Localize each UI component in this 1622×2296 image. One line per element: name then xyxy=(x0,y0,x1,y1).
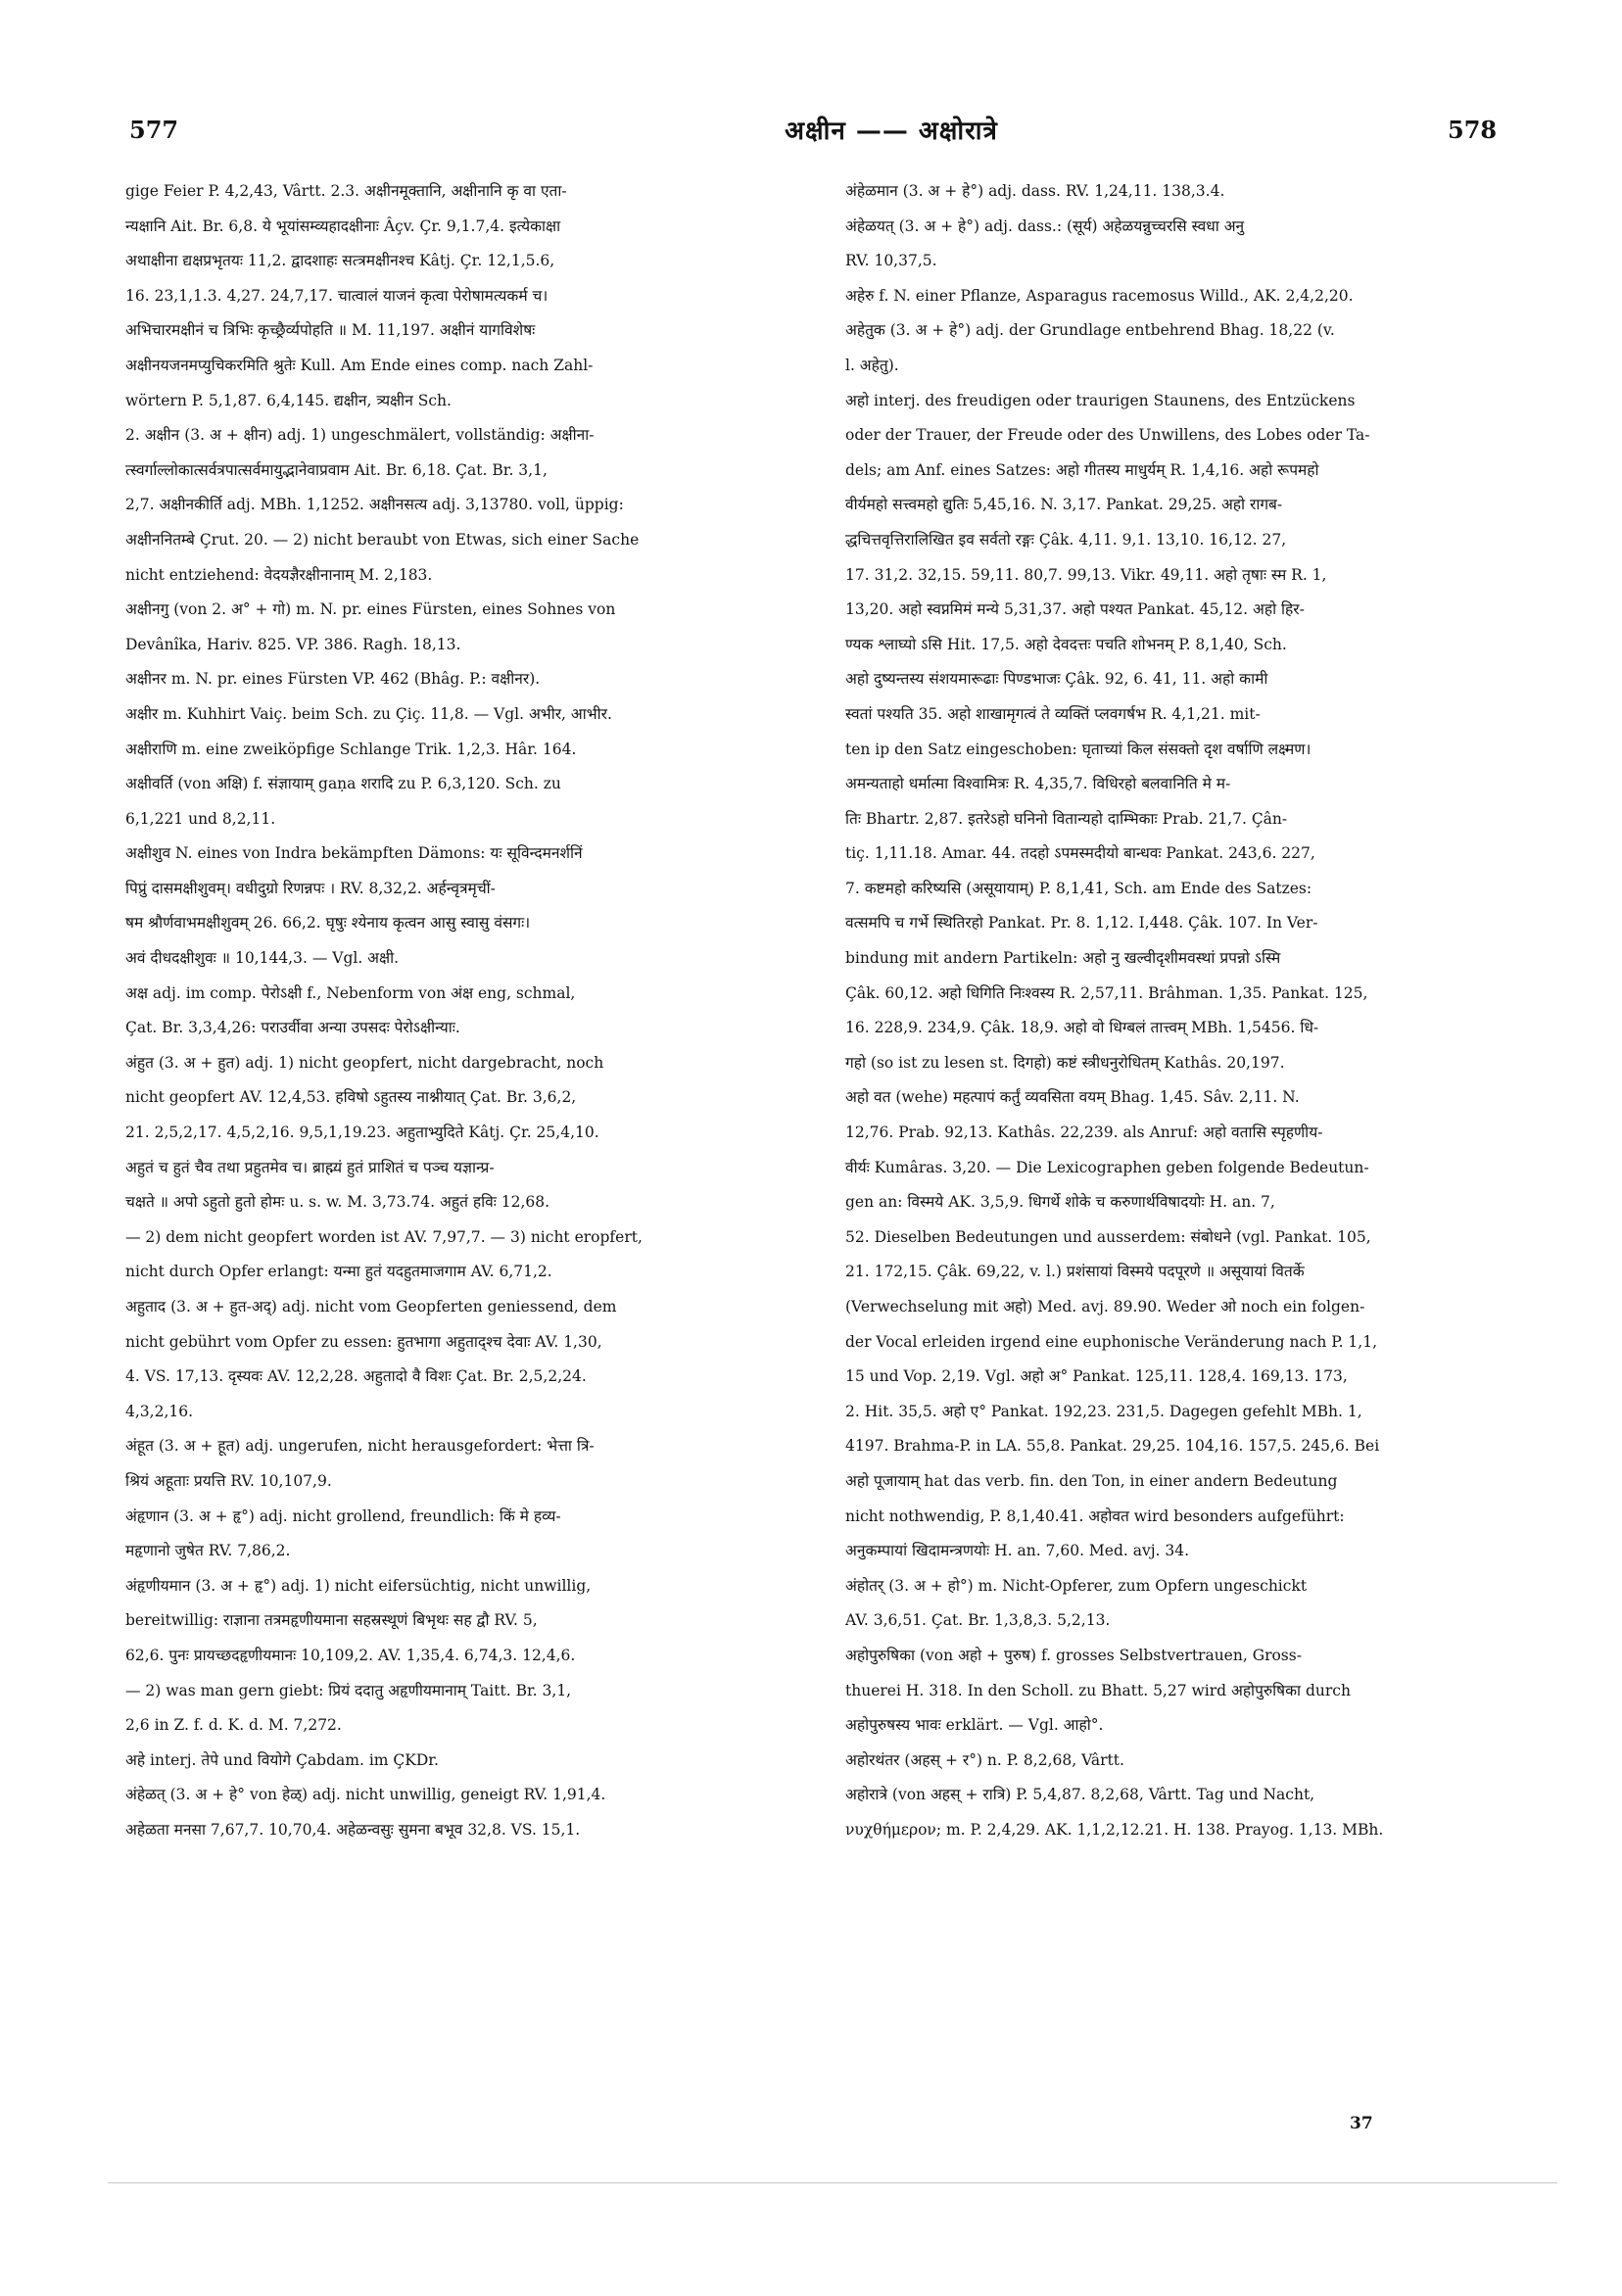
bottom-rule xyxy=(108,2182,1557,2183)
text-line: nicht entziehend: वेदयज्ञैरक्षीनानाम् M. 2,183. xyxy=(125,565,433,584)
text-line: (Verwechselung mit अहो) Med. avj. 89.90. Weder ओ noch ein folgen- xyxy=(845,1298,1365,1315)
page-number-left: 577 xyxy=(129,116,179,144)
text-line: oder der Trauer, der Freude oder des Unwillens, des Lobes oder Ta- xyxy=(845,426,1370,445)
text-line: RV. 10,37,5. xyxy=(845,252,937,270)
text-line: वीर्यमहो सत्त्वमहो द्युतिः 5,45,16. N. 3,17. Pankat. 29,25. अहो रागब- xyxy=(845,496,1283,514)
text-line: स्वतां पश्यति 35. अहो शाखामृगत्वं ते व्यक्तिं प्लवगर्षभ R. 4,1,21. mit- xyxy=(845,704,1261,723)
text-line: अहोपुरुषस्य भावः erklärt. — Vgl. आहो°. xyxy=(845,1716,1104,1735)
text-line: अहो दुष्यन्तस्य संशयमारूढाः पिण्डभाजः Çâk. 92, 6. 41, 11. अहो कामी xyxy=(845,670,1268,689)
running-head: अक्षीन —— अक्षोरात्रे xyxy=(785,117,998,146)
text-line: 52. Dieselben Bedeutungen und ausserdem: संबोधने (vgl. Pankat. 105, xyxy=(845,1227,1371,1246)
text-line: अमन्यताहो धर्मात्मा विश्वामित्रः R. 4,35,7. विधिरहो बलवानिति मे म- xyxy=(845,775,1231,793)
text-line: 62,6. पुनः प्रायच्छदहृणीयमानः 10,109,2. AV. 1,35,4. 6,74,3. 12,4,6. xyxy=(125,1646,576,1664)
text-line: 4,3,2,16. xyxy=(125,1402,194,1420)
text-line: अभिचारमक्षीनं च त्रिभिः कृच्छ्रैर्व्यपोहति ॥ M. 11,197. अक्षीनं यागविशेषः xyxy=(125,321,536,340)
text-line: nicht durch Opfer erlangt: यन्मा हुतं यदहुतमाजगाम AV. 6,71,2. xyxy=(125,1263,552,1281)
text-line: 2. Hit. 35,5. अहो ए° Pankat. 192,23. 231,5. Dagegen gefehlt MBh. 1, xyxy=(845,1402,1362,1420)
text-line: 4. VS. 17,13. दृस्यवः AV. 12,2,28. अहुतादो वै विशः Çat. Br. 2,5,2,24. xyxy=(125,1367,587,1386)
text-line: अक्षीनगु (von 2. अ° + गो) m. N. pr. eines Fürsten, eines Sohnes von xyxy=(125,600,616,619)
text-line: अंहेळयत् (3. अ + हे°) adj. dass.: (सूर्य) अहेळयन्नुच्चरसि स्वधा अनु xyxy=(845,216,1245,235)
text-line: अहोरात्रे (von अहस् + रात्रि) P. 5,4,87. 8,2,68, Vârtt. Tag und Nacht, xyxy=(845,1786,1315,1804)
text-line: nicht geopfert AV. 12,4,53. हविषो ऽहुतस्य नाश्नीयात् Çat. Br. 3,6,2, xyxy=(125,1088,577,1107)
text-line: 7. कष्टमहो करिष्यसि (असूयायाम्) P. 8,1,41, Sch. am Ende des Satzes: xyxy=(845,879,1312,897)
text-line: अहुताद (3. अ + हुत-अद्) adj. nicht vom Geopferten geniessend, dem xyxy=(125,1298,617,1315)
text-line: अहो interj. des freudigen oder traurigen Staunens, des Entzückens xyxy=(845,391,1356,409)
text-line: gen an: विस्मये AK. 3,5,9. धिगर्थे शोके च करुणार्थविषादयोः H. an. 7, xyxy=(845,1193,1275,1212)
text-line: अक्षीनर m. N. pr. eines Fürsten VP. 462 (Bhâg. P.: वक्षीनर). xyxy=(125,670,541,689)
left-column xyxy=(125,174,801,2114)
text-line: षम श्रौर्णवाभमक्षीशुवम् 26. 66,2. घृषुः श्येनाय कृत्वन आसु स्वासु वंसगः। xyxy=(125,914,531,933)
text-line: अंहुत (3. अ + हुत) adj. 1) nicht geopfert, nicht dargebracht, noch xyxy=(125,1053,604,1072)
text-line: अथाक्षीना द्यक्षप्रभृतयः 11,2. द्वादशाहः सत्त्रमक्षीनश्च Kâtj. Çr. 12,1,5.6, xyxy=(125,252,555,270)
text-line: nicht nothwendig, P. 8,1,40.41. अहोवत wird besonders aufgeführt: xyxy=(845,1507,1345,1525)
text-line: अक्षीनयजनमप्युचिकरमिति श्रुतेः Kull. Am Ende eines comp. nach Zahl- xyxy=(125,356,594,374)
text-line: 16. 23,1,1.3. 4,27. 24,7,17. चात्वालं याजनं कृत्वा पेरोषामत्यकर्म च। xyxy=(125,286,549,305)
text-line: 6,1,221 und 8,2,11. xyxy=(125,809,276,828)
text-line: 16. 228,9. 234,9. Çâk. 18,9. अहो वो धिग्बलं तात्त्वम् MBh. 1,5456. धि- xyxy=(845,1019,1319,1037)
signature-mark: 37 xyxy=(1350,2114,1373,2133)
text-line: bindung mit andern Partikeln: अहो नु खल्वीदृशीमवस्थां प्रपन्नो ऽस्मि xyxy=(845,949,1281,968)
text-line: l. अहेतु). xyxy=(845,356,899,374)
text-line: der Vocal erleiden irgend eine euphonische Veränderung nach P. 1,1, xyxy=(845,1332,1377,1351)
text-line: — 2) dem nicht geopfert worden ist AV. 7,97,7. — 3) nicht eropfert, xyxy=(125,1227,643,1246)
text-line: 21. 2,5,2,17. 4,5,2,16. 9,5,1,19.23. अहुताभ्युदिते Kâtj. Çr. 25,4,10. xyxy=(125,1124,599,1142)
text-line: न्यक्षानि Ait. Br. 6,8. ये भूयांसम्व्यहादक्षीनाः Âçv. Çr. 9,1.7,4. इत्येकाक्षा xyxy=(125,216,561,235)
text-line: द्धचित्तवृत्तिरालिखित इव सर्वतो रङ्गः Çâk. 4,11. 9,1. 13,10. 16,12. 27, xyxy=(845,530,1287,549)
text-line: 17. 31,2. 32,15. 59,11. 80,7. 99,13. Vikr. 49,11. अहो तृषाः स्म R. 1, xyxy=(845,565,1327,584)
text-line: 2,7. अक्षीनकीर्ति adj. MBh. 1,1252. अक्षीनसत्य adj. 3,13780. voll, üppig: xyxy=(125,496,624,514)
text-line: ten ip den Satz eingeschoben: घृताच्यां किल संसक्तो दृश वर्षाणि लक्ष्मण। xyxy=(845,740,1312,758)
text-line: अहो पूजायाम् hat das verb. fin. den Ton, in einer andern Bedeutung xyxy=(845,1471,1338,1490)
text-line: gige Feier P. 4,2,43, Vârtt. 2.3. अक्षीनमूक्तानि, अक्षीनानि कृ वा एता- xyxy=(125,182,567,200)
text-line: dels; am Anf. eines Satzes: अहो गीतस्य माधुर्यम् R. 1,4,16. अहो रूपमहो xyxy=(845,460,1319,479)
text-line: गहो (so ist zu lesen st. दिगहो) कष्टं स्त्रीधनुरोधितम् Kathâs. 20,197. xyxy=(845,1053,1285,1072)
text-line: श्रियं अहूताः प्रयत्ति RV. 10,107,9. xyxy=(125,1471,332,1490)
text-line: wörtern P. 5,1,87. 6,4,145. द्यक्षीन, त्र्यक्षीन Sch. xyxy=(125,391,452,409)
page-number-right: 578 xyxy=(1448,116,1498,144)
text-line: अहे interj. तेपे und वियोगे Çabdam. im ÇKDr. xyxy=(125,1750,439,1769)
text-line: nicht gebührt vom Opfer zu essen: हुतभागा अहुताद्श्च देवाः AV. 1,30, xyxy=(125,1332,602,1351)
text-line: 21. 172,15. Çâk. 69,22, v. l.) प्रशंसायां विस्मये पदपूरणे ॥ असूयायां वितर्के xyxy=(845,1263,1305,1281)
text-line: वत्समपि च गर्भे स्थितिरहो Pankat. Pr. 8. 1,12. I,448. Çâk. 107. In Ver- xyxy=(845,914,1318,933)
text-line: त्स्वर्गाल्लोकात्सर्वत्रपात्सर्वमायुद्भानेवाप्रवाम Ait. Br. 6,18. Çat. Br. 3,1, xyxy=(125,460,548,479)
text-line: अहेतुक (3. अ + हे°) adj. der Grundlage entbehrend Bhag. 18,22 (v. xyxy=(845,321,1335,340)
text-line: चक्षते ॥ अपो ऽहुतो हुतो होमः u. s. w. M. 3,73.74. अहुतं हविः 12,68. xyxy=(125,1193,550,1212)
text-line: — 2) was man gern giebt: प्रियं ददातु अहृणीयमानाम् Taitt. Br. 3,1, xyxy=(125,1681,572,1699)
text-line: अक्षीवर्ति (von अक्षि) f. संज्ञायाम् gaṇa शरादि zu P. 6,3,120. Sch. zu xyxy=(125,775,561,793)
text-line: 4197. Brahma-P. in LA. 55,8. Pankat. 29,25. 104,16. 157,5. 245,6. Bei xyxy=(845,1437,1380,1456)
text-line: 13,20. अहो स्वप्नमिमं मन्ये 5,31,37. अहो पश्यत Pankat. 45,12. अहो हिर- xyxy=(845,600,1305,619)
text-line: महृणानो जुषेत RV. 7,86,2. xyxy=(125,1542,291,1560)
text-line: अंहेळत् (3. अ + हे° von हेळ्) adj. nicht unwillig, geneigt RV. 1,91,4. xyxy=(125,1786,606,1804)
text-line: 12,76. Prab. 92,13. Kathâs. 22,239. als Anruf: अहो वतासि स्पृहणीय- xyxy=(845,1124,1323,1142)
text-line: अक्षीराणि m. eine zweiköpfige Schlange Trik. 1,2,3. Hâr. 164. xyxy=(125,740,577,758)
text-line: अहेरु f. N. einer Pflanze, Asparagus racemosus Willd., AK. 2,4,2,20. xyxy=(845,286,1354,305)
text-line: νυχθήμερον; m. P. 2,4,29. AK. 1,1,2,12.21. H. 138. Prayog. 1,13. MBh. xyxy=(845,1820,1384,1839)
text-line: वीर्यः Kumâras. 3,20. — Die Lexicographen geben folgende Bedeutun- xyxy=(845,1158,1369,1176)
text-line: bereitwillig: राज्ञाना तत्रमहृणीयमाना सहस्रस्थूणं बिभृथः सह द्वौ RV. 5, xyxy=(125,1611,538,1630)
text-line: अक्षीर m. Kuhhirt Vaiç. beim Sch. zu Çiç. 11,8. — Vgl. अभीर, आभीर. xyxy=(125,704,612,723)
text-line: अक्षीशुव N. eines von Indra bekämpften Dämons: यः सूविन्दमनर्शनिं xyxy=(125,844,583,863)
right-column xyxy=(845,174,1521,2114)
text-line: 2. अक्षीन (3. अ + क्षीन) adj. 1) ungeschmälert, vollständig: अक्षीना- xyxy=(125,426,595,445)
text-line: AV. 3,6,51. Çat. Br. 1,3,8,3. 5,2,13. xyxy=(845,1611,1111,1630)
text-line: Devânîka, Hariv. 825. VP. 386. Ragh. 18,13. xyxy=(125,635,461,653)
text-line: पिप्रुं दासमक्षीशुवम्। वधीदुग्रो रिणन्नपः । RV. 8,32,2. अर्हन्वृत्रमृचीं- xyxy=(125,879,496,897)
text-line: अंहृणीयमान (3. अ + हृ°) adj. 1) nicht eifersüchtig, nicht unwillig, xyxy=(125,1576,592,1595)
page-header xyxy=(0,116,1622,174)
text-line: अवं दीधदक्षीशुवः ॥ 10,144,3. — Vgl. अक्षी. xyxy=(125,949,400,968)
text-line: thuerei H. 318. In den Scholl. zu Bhatt. 5,27 wird अहोपुरुषिका durch xyxy=(845,1681,1351,1699)
text-line: अहो वत (wehe) महत्पापं कर्तुं व्यवसिता वयम् Bhag. 1,45. Sâv. 2,11. N. xyxy=(845,1088,1300,1107)
text-line: अनुकम्पायां खिदामन्त्रणयोः H. an. 7,60. Med. avj. 34. xyxy=(845,1542,1190,1560)
text-line: तिः Bhartr. 2,87. इतरेऽहो घनिनो वितान्यहो दाम्भिकाः Prab. 21,7. Çân- xyxy=(845,809,1288,828)
text-line: अक्षीननितम्बे Çrut. 20. — 2) nicht beraubt von Etwas, sich einer Sache xyxy=(125,530,640,549)
text-line: अंहृणान (3. अ + हृ°) adj. nicht grollend, freundlich: किं मे हव्य- xyxy=(125,1507,561,1525)
text-line: 15 und Vop. 2,19. Vgl. अहो अ° Pankat. 125,11. 128,4. 169,13. 173, xyxy=(845,1367,1348,1386)
text-line: अहोरथंतर (अहस् + र°) n. P. 8,2,68, Vârtt. xyxy=(845,1750,1124,1769)
text-line: Çâk. 60,12. अहो धिगिति निःश्वस्य R. 2,57,11. Brâhman. 1,35. Pankat. 125, xyxy=(845,983,1368,1002)
text-line: अंहूत (3. अ + हूत) adj. ungerufen, nicht herausgefordert: भेत्ता त्रि- xyxy=(125,1437,595,1456)
text-line: Çat. Br. 3,3,4,26: पराउर्वीवा अन्या उपसदः पेरोऽक्षीन्याः. xyxy=(125,1019,460,1037)
text-line: अहोपुरुषिका (von अहो + पुरुष) f. grosses Selbstvertrauen, Gross- xyxy=(845,1646,1302,1664)
text-line: 2,6 in Z. f. d. K. d. M. 7,272. xyxy=(125,1716,342,1735)
text-line: अहुतं च हुतं चैव तथा प्रहुतमेव च। ब्राह्म्यं हुतं प्राशितं च पञ्च यज्ञान्प्र- xyxy=(125,1158,495,1176)
text-line: tiç. 1,11.18. Amar. 44. तदहो ऽपमस्मदीयो बान्धवः Pankat. 243,6. 227, xyxy=(845,844,1315,863)
text-line: अंहोतर् (3. अ + हो°) m. Nicht-Opferer, zum Opfern ungeschickt xyxy=(845,1576,1308,1595)
text-line: अक्ष adj. im comp. पेरोऽक्षी f., Nebenform von अंक्ष eng, schmal, xyxy=(125,983,576,1002)
text-line: अहेळता मनसा 7,67,7. 10,70,4. अहेळन्वसुः सुमना बभूव 32,8. VS. 15,1. xyxy=(125,1820,581,1839)
text-line: अंहेळमान (3. अ + हे°) adj. dass. RV. 1,24,11. 138,3.4. xyxy=(845,182,1225,200)
text-line: ण्यक श्लाघ्यो ऽसि Hit. 17,5. अहो देवदत्तः पचति शोभनम् P. 8,1,40, Sch. xyxy=(845,635,1287,653)
